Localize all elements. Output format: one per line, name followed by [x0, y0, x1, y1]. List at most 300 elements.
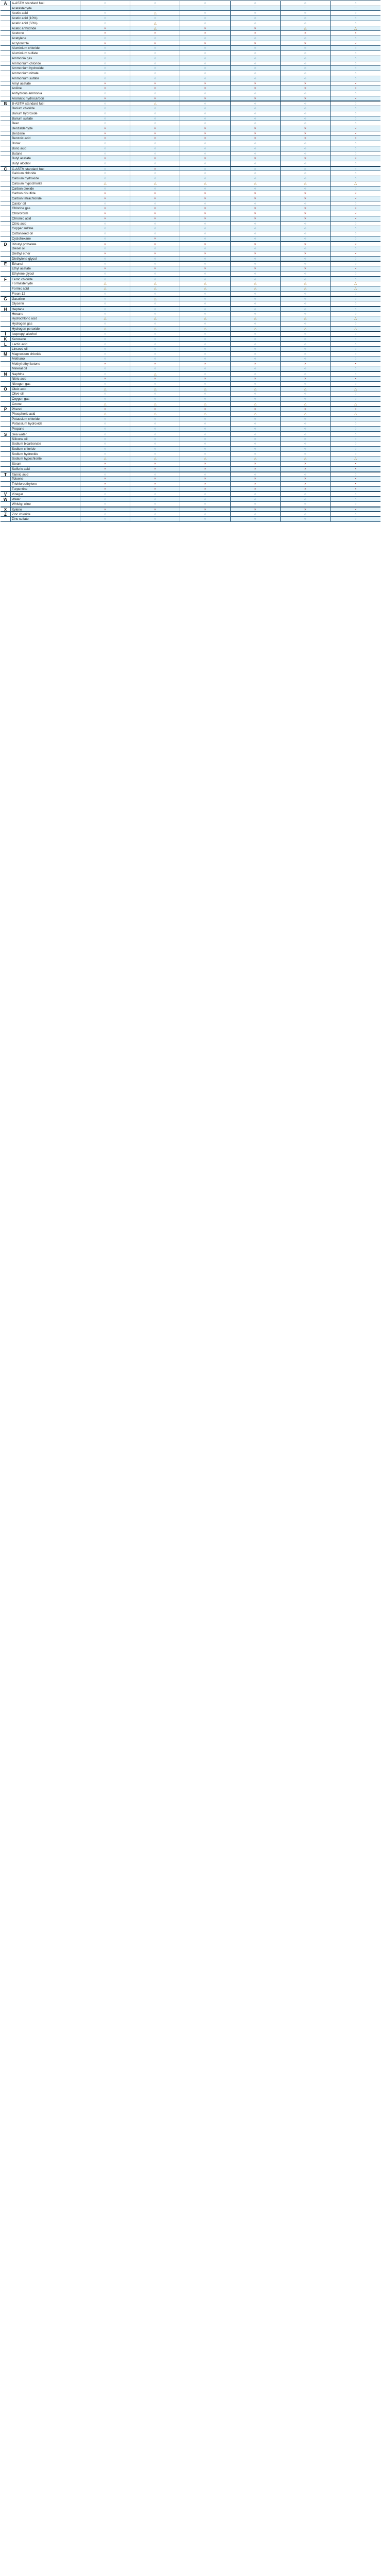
resistance-rating: △ — [80, 387, 130, 391]
resistance-rating: ○ — [180, 307, 230, 311]
resistance-rating: ○ — [281, 517, 331, 521]
resistance-rating: ○ — [231, 141, 281, 146]
resistance-rating: ○ — [281, 11, 331, 15]
table-row — [1, 342, 380, 347]
resistance-rating: × — [130, 31, 180, 36]
resistance-rating: ○ — [80, 151, 130, 156]
group-letter — [1, 251, 11, 256]
resistance-rating: × — [130, 191, 180, 196]
resistance-rating: △ — [130, 412, 180, 416]
chemical-name: Oleic acid — [11, 387, 80, 391]
resistance-rating: × — [130, 242, 180, 246]
resistance-rating: ○ — [80, 512, 130, 516]
resistance-rating: △ — [231, 456, 281, 461]
chemical-name: Diethyl ether — [11, 251, 80, 256]
resistance-rating: × — [130, 196, 180, 201]
resistance-rating: － — [80, 6, 130, 11]
table-row — [1, 331, 380, 336]
chemical-name: Silicone oil — [11, 437, 80, 442]
resistance-rating: ○ — [281, 502, 331, 506]
resistance-rating: ○ — [130, 312, 180, 316]
group-letter — [1, 421, 11, 426]
resistance-rating: × — [130, 266, 180, 271]
group-letter — [1, 456, 11, 461]
chemical-name: Vinegar — [11, 492, 80, 496]
resistance-rating: × — [80, 467, 130, 471]
table-row — [1, 362, 380, 367]
resistance-rating: △ — [130, 101, 180, 106]
resistance-rating: △ — [130, 402, 180, 406]
resistance-rating: ○ — [231, 382, 281, 386]
resistance-rating: ○ — [231, 101, 281, 106]
resistance-rating: ○ — [180, 272, 230, 276]
resistance-rating: ○ — [281, 61, 331, 66]
resistance-rating: ○ — [281, 201, 331, 206]
chemical-name: Ferric chloride — [11, 277, 80, 281]
table-row — [1, 517, 380, 522]
resistance-rating: ○ — [354, 382, 357, 386]
resistance-rating: △ — [130, 181, 180, 186]
resistance-rating: ○ — [80, 366, 130, 371]
resistance-rating: × — [281, 467, 331, 471]
resistance-rating: △ — [281, 402, 331, 406]
resistance-rating: × — [80, 96, 130, 101]
resistance-rating: ○ — [281, 71, 331, 76]
chemical-name: Formic acid — [11, 286, 80, 291]
resistance-rating: ○ — [231, 297, 281, 301]
table-row — [1, 257, 380, 262]
resistance-rating: ○ — [231, 11, 281, 15]
group-letter — [1, 136, 11, 141]
resistance-rating: ○ — [354, 493, 357, 497]
resistance-rating: ○ — [180, 21, 230, 26]
resistance-rating: × — [281, 462, 331, 466]
chemical-name: Butyl alcohol — [11, 161, 80, 166]
table-row — [1, 46, 380, 51]
resistance-rating: ○ — [80, 277, 130, 281]
resistance-rating: ○ — [281, 397, 331, 401]
resistance-rating: × — [231, 482, 281, 486]
table-row — [1, 226, 380, 231]
resistance-rating: ○ — [130, 16, 180, 21]
resistance-rating: × — [331, 206, 380, 211]
chemical-name: Glycerin — [11, 301, 80, 306]
table-row — [1, 61, 380, 66]
resistance-rating: × — [331, 96, 380, 101]
resistance-rating: ○ — [80, 301, 130, 306]
resistance-rating: × — [80, 136, 130, 141]
resistance-rating: × — [281, 31, 331, 36]
chemical-name: Sodium hypochlorite — [11, 456, 80, 461]
group-letter — [1, 347, 11, 351]
table-row — [1, 156, 380, 161]
resistance-rating: ○ — [331, 187, 380, 191]
group-letter — [1, 171, 11, 176]
resistance-rating: × — [80, 86, 130, 91]
resistance-rating: ○ — [331, 347, 380, 351]
chemical-name: Calcium chloride — [11, 171, 80, 176]
table-row — [1, 366, 380, 371]
resistance-rating: × — [281, 206, 331, 211]
group-letter — [1, 141, 11, 146]
resistance-rating: × — [180, 216, 230, 221]
resistance-rating: ○ — [281, 167, 331, 171]
chemical-name: Heptane — [11, 307, 80, 311]
resistance-rating: ○ — [354, 292, 357, 296]
resistance-rating: ○ — [231, 332, 281, 336]
resistance-rating: ○ — [80, 111, 130, 116]
resistance-rating: × — [281, 507, 331, 512]
resistance-rating: ○ — [180, 321, 230, 326]
table-row — [1, 222, 380, 227]
resistance-rating: ○ — [354, 222, 357, 226]
table-row — [1, 402, 380, 407]
table-row — [1, 421, 380, 427]
resistance-rating: ○ — [130, 347, 180, 351]
chemical-name: Boric acid — [11, 146, 80, 151]
resistance-rating: ○ — [231, 71, 281, 76]
chemical-name: B-ASTM standard fuel — [11, 101, 80, 106]
resistance-rating: ○ — [231, 66, 281, 71]
resistance-rating: ○ — [281, 392, 331, 396]
resistance-rating: ○ — [130, 176, 180, 181]
group-letter — [1, 86, 11, 91]
resistance-rating: ○ — [281, 16, 331, 21]
resistance-rating: ○ — [80, 421, 130, 426]
resistance-rating: ○ — [80, 76, 130, 81]
resistance-rating: ○ — [331, 106, 380, 111]
table-row — [1, 151, 380, 157]
chemical-name: Turpentine — [11, 487, 80, 492]
resistance-rating: × — [80, 156, 130, 161]
resistance-rating: ○ — [180, 101, 230, 106]
resistance-rating: ○ — [231, 56, 281, 61]
resistance-rating: × — [130, 467, 180, 471]
group-letter — [1, 266, 11, 271]
resistance-rating: ○ — [231, 312, 281, 316]
chemical-name: Naphtha — [11, 372, 80, 376]
resistance-rating: ○ — [80, 372, 130, 376]
resistance-rating: ○ — [231, 151, 281, 156]
resistance-rating: △ — [180, 387, 230, 391]
resistance-rating: △ — [231, 402, 281, 406]
chemical-name: Anhydrous ammonia — [11, 91, 80, 96]
group-letter: I — [1, 332, 11, 336]
resistance-rating: ○ — [331, 417, 380, 421]
group-letter — [1, 156, 11, 161]
table-row — [1, 266, 380, 272]
resistance-rating: △ — [130, 26, 180, 31]
resistance-rating: × — [231, 467, 281, 471]
table-row — [1, 386, 380, 392]
table-row — [1, 211, 380, 216]
resistance-rating: × — [130, 362, 180, 366]
resistance-rating: × — [80, 196, 130, 201]
resistance-rating: △ — [354, 181, 357, 185]
resistance-rating: ○ — [180, 442, 230, 446]
resistance-rating: ○ — [354, 232, 357, 236]
resistance-rating: ○ — [354, 262, 357, 266]
chemical-name: Carbon dioxide — [11, 187, 80, 191]
resistance-rating: ○ — [281, 176, 331, 181]
resistance-rating: × — [231, 507, 281, 512]
resistance-rating: × — [180, 462, 230, 466]
chemical-name: Acetic anhydride — [11, 26, 80, 31]
table-row — [1, 392, 380, 397]
resistance-rating: × — [180, 477, 230, 481]
resistance-rating: ○ — [180, 16, 230, 21]
resistance-rating: ○ — [80, 101, 130, 106]
chemical-name: Ammonium chloride — [11, 61, 80, 66]
group-letter — [1, 462, 11, 466]
resistance-rating: ○ — [281, 342, 331, 346]
resistance-rating: ○ — [80, 201, 130, 206]
resistance-rating: × — [180, 211, 230, 216]
resistance-rating: ○ — [331, 146, 380, 151]
table-row — [1, 307, 380, 312]
resistance-rating: ○ — [281, 226, 331, 231]
resistance-rating: ○ — [180, 121, 230, 126]
resistance-rating: ○ — [331, 397, 380, 401]
resistance-rating: × — [281, 136, 331, 141]
resistance-rating: － — [180, 6, 230, 11]
resistance-rating: ○ — [281, 36, 331, 41]
resistance-rating: ○ — [281, 307, 331, 311]
table-row — [1, 437, 380, 442]
resistance-rating: △ — [180, 412, 230, 416]
resistance-rating: × — [331, 86, 380, 91]
table-row — [1, 497, 380, 502]
resistance-rating: × — [281, 407, 331, 411]
resistance-rating: ○ — [354, 312, 357, 316]
resistance-rating: × — [180, 487, 230, 492]
resistance-rating: △ — [231, 281, 281, 286]
resistance-rating: ○ — [80, 236, 130, 241]
group-letter — [1, 216, 11, 221]
group-letter — [1, 377, 11, 381]
resistance-rating: ○ — [231, 352, 281, 356]
resistance-rating: △ — [80, 286, 130, 291]
resistance-rating: ○ — [130, 51, 180, 56]
resistance-rating: ○ — [354, 151, 357, 156]
resistance-rating: ○ — [180, 366, 230, 371]
chemical-name: Aluminium sulfate — [11, 51, 80, 56]
resistance-rating: ○ — [180, 421, 230, 426]
resistance-rating: ○ — [281, 1, 331, 6]
resistance-rating: ○ — [180, 257, 230, 261]
resistance-rating: ○ — [231, 421, 281, 426]
resistance-rating: ○ — [130, 1, 180, 6]
resistance-rating: ○ — [130, 301, 180, 306]
resistance-rating: × — [231, 96, 281, 101]
resistance-rating: △ — [231, 327, 281, 331]
table-row — [1, 406, 380, 412]
table-row — [1, 131, 380, 137]
resistance-rating: ○ — [80, 116, 130, 121]
resistance-rating: ○ — [281, 171, 331, 176]
table-row — [1, 312, 380, 317]
table-row — [1, 51, 380, 56]
resistance-rating: × — [281, 216, 331, 221]
resistance-rating: ○ — [180, 167, 230, 171]
group-letter: E — [1, 262, 11, 266]
table-row — [1, 296, 380, 301]
resistance-rating: ○ — [130, 392, 180, 396]
chemical-name: Methanol — [11, 357, 80, 361]
resistance-rating: ○ — [180, 472, 230, 477]
resistance-rating: ○ — [354, 201, 357, 206]
table-row — [1, 462, 380, 467]
resistance-rating: × — [130, 507, 180, 512]
chemical-name: Sodium bicarbonate — [11, 442, 80, 446]
resistance-rating: × — [354, 251, 357, 256]
table-row — [1, 6, 380, 11]
resistance-rating: ○ — [80, 332, 130, 336]
resistance-rating: × — [80, 362, 130, 366]
resistance-rating: ○ — [354, 2, 357, 5]
table-row — [1, 452, 380, 457]
resistance-rating: ○ — [130, 397, 180, 401]
resistance-rating: ○ — [130, 307, 180, 311]
resistance-rating: ○ — [80, 272, 130, 276]
resistance-rating: ○ — [331, 167, 380, 171]
resistance-rating: × — [180, 81, 230, 86]
group-letter — [1, 292, 11, 296]
table-row — [1, 116, 380, 122]
group-letter — [1, 161, 11, 166]
resistance-rating: ○ — [281, 151, 331, 156]
resistance-rating: × — [80, 251, 130, 256]
group-letter — [1, 106, 11, 111]
resistance-rating: ○ — [180, 337, 230, 341]
resistance-rating: ○ — [80, 176, 130, 181]
group-letter: S — [1, 432, 11, 436]
group-letter — [1, 226, 11, 231]
resistance-rating: ○ — [180, 512, 230, 516]
resistance-rating: ○ — [180, 497, 230, 501]
resistance-rating: × — [331, 136, 380, 141]
group-letter — [1, 442, 11, 446]
resistance-rating: ○ — [281, 382, 331, 386]
resistance-rating: △ — [180, 286, 230, 291]
resistance-rating: ○ — [130, 171, 180, 176]
group-letter — [1, 81, 11, 86]
table-row — [1, 1, 380, 6]
chemical-name: Citric acid — [11, 222, 80, 226]
group-letter — [1, 21, 11, 26]
resistance-rating: × — [231, 206, 281, 211]
resistance-rating: ○ — [130, 231, 180, 236]
table-row — [1, 336, 380, 342]
resistance-rating: ○ — [130, 246, 180, 251]
resistance-rating: ○ — [231, 452, 281, 456]
resistance-rating: ○ — [180, 51, 230, 56]
resistance-rating: ○ — [80, 392, 130, 396]
chemical-name: Benzaldehyde — [11, 126, 80, 131]
resistance-rating: ○ — [180, 332, 230, 336]
resistance-rating: ○ — [80, 106, 130, 111]
resistance-rating: ○ — [80, 71, 130, 76]
group-letter — [1, 11, 11, 15]
resistance-rating: △ — [80, 402, 130, 406]
resistance-rating: △ — [281, 387, 331, 391]
resistance-rating: △ — [354, 412, 357, 416]
resistance-rating: ○ — [281, 56, 331, 61]
resistance-rating: ○ — [80, 141, 130, 146]
table-row — [1, 502, 380, 507]
group-letter — [1, 26, 11, 31]
resistance-rating: △ — [331, 316, 380, 321]
resistance-rating: ○ — [80, 502, 130, 506]
resistance-rating: △ — [354, 282, 357, 286]
resistance-rating: ○ — [180, 226, 230, 231]
table-row — [1, 171, 380, 176]
resistance-rating: ○ — [281, 421, 331, 426]
resistance-rating: × — [281, 362, 331, 366]
chemical-name: Potassium hydroxide — [11, 421, 80, 426]
group-letter: A — [1, 1, 11, 6]
table-row — [1, 512, 380, 517]
table-row — [1, 412, 380, 417]
resistance-rating: ○ — [80, 382, 130, 386]
resistance-rating: × — [281, 211, 331, 216]
resistance-rating: × — [231, 131, 281, 136]
group-letter — [1, 116, 11, 121]
table-row — [1, 187, 380, 192]
resistance-rating: × — [331, 196, 380, 201]
resistance-rating: － — [331, 6, 380, 11]
resistance-rating: ○ — [80, 452, 130, 456]
resistance-rating: ○ — [80, 66, 130, 71]
resistance-rating: ○ — [354, 91, 357, 95]
group-letter: H — [1, 307, 11, 311]
resistance-rating: × — [231, 191, 281, 196]
group-letter — [1, 257, 11, 261]
table-row — [1, 507, 380, 512]
group-letter — [1, 467, 11, 471]
group-letter — [1, 36, 11, 41]
group-letter — [1, 91, 11, 96]
resistance-rating: － — [231, 6, 281, 11]
resistance-rating: ○ — [80, 432, 130, 436]
chemical-name: Zinc sulfate — [11, 517, 80, 521]
chemical-name: Oxygen gas — [11, 397, 80, 401]
chemical-name: Ammonium hydroxide — [11, 66, 80, 71]
resistance-rating: △ — [180, 402, 230, 406]
resistance-rating: △ — [180, 316, 230, 321]
group-letter — [1, 111, 11, 116]
resistance-rating: ○ — [231, 61, 281, 66]
table-row — [1, 357, 380, 362]
resistance-rating: ○ — [80, 397, 130, 401]
table-row — [1, 161, 380, 166]
resistance-rating: ○ — [354, 142, 357, 146]
chemical-name: Benzoic acid — [11, 136, 80, 141]
resistance-rating: × — [331, 156, 380, 161]
resistance-rating: ○ — [331, 366, 380, 371]
resistance-rating: ○ — [281, 236, 331, 241]
chemical-name: Magnesium chloride — [11, 352, 80, 356]
resistance-rating: ○ — [281, 246, 331, 251]
resistance-rating: × — [130, 41, 180, 46]
resistance-rating: △ — [281, 412, 331, 416]
resistance-rating: × — [180, 266, 230, 271]
resistance-rating: ○ — [231, 497, 281, 501]
chemical-name: Tannic acid — [11, 472, 80, 477]
resistance-rating: ○ — [180, 347, 230, 351]
resistance-rating: × — [130, 211, 180, 216]
chemical-name: Barium chloride — [11, 106, 80, 111]
